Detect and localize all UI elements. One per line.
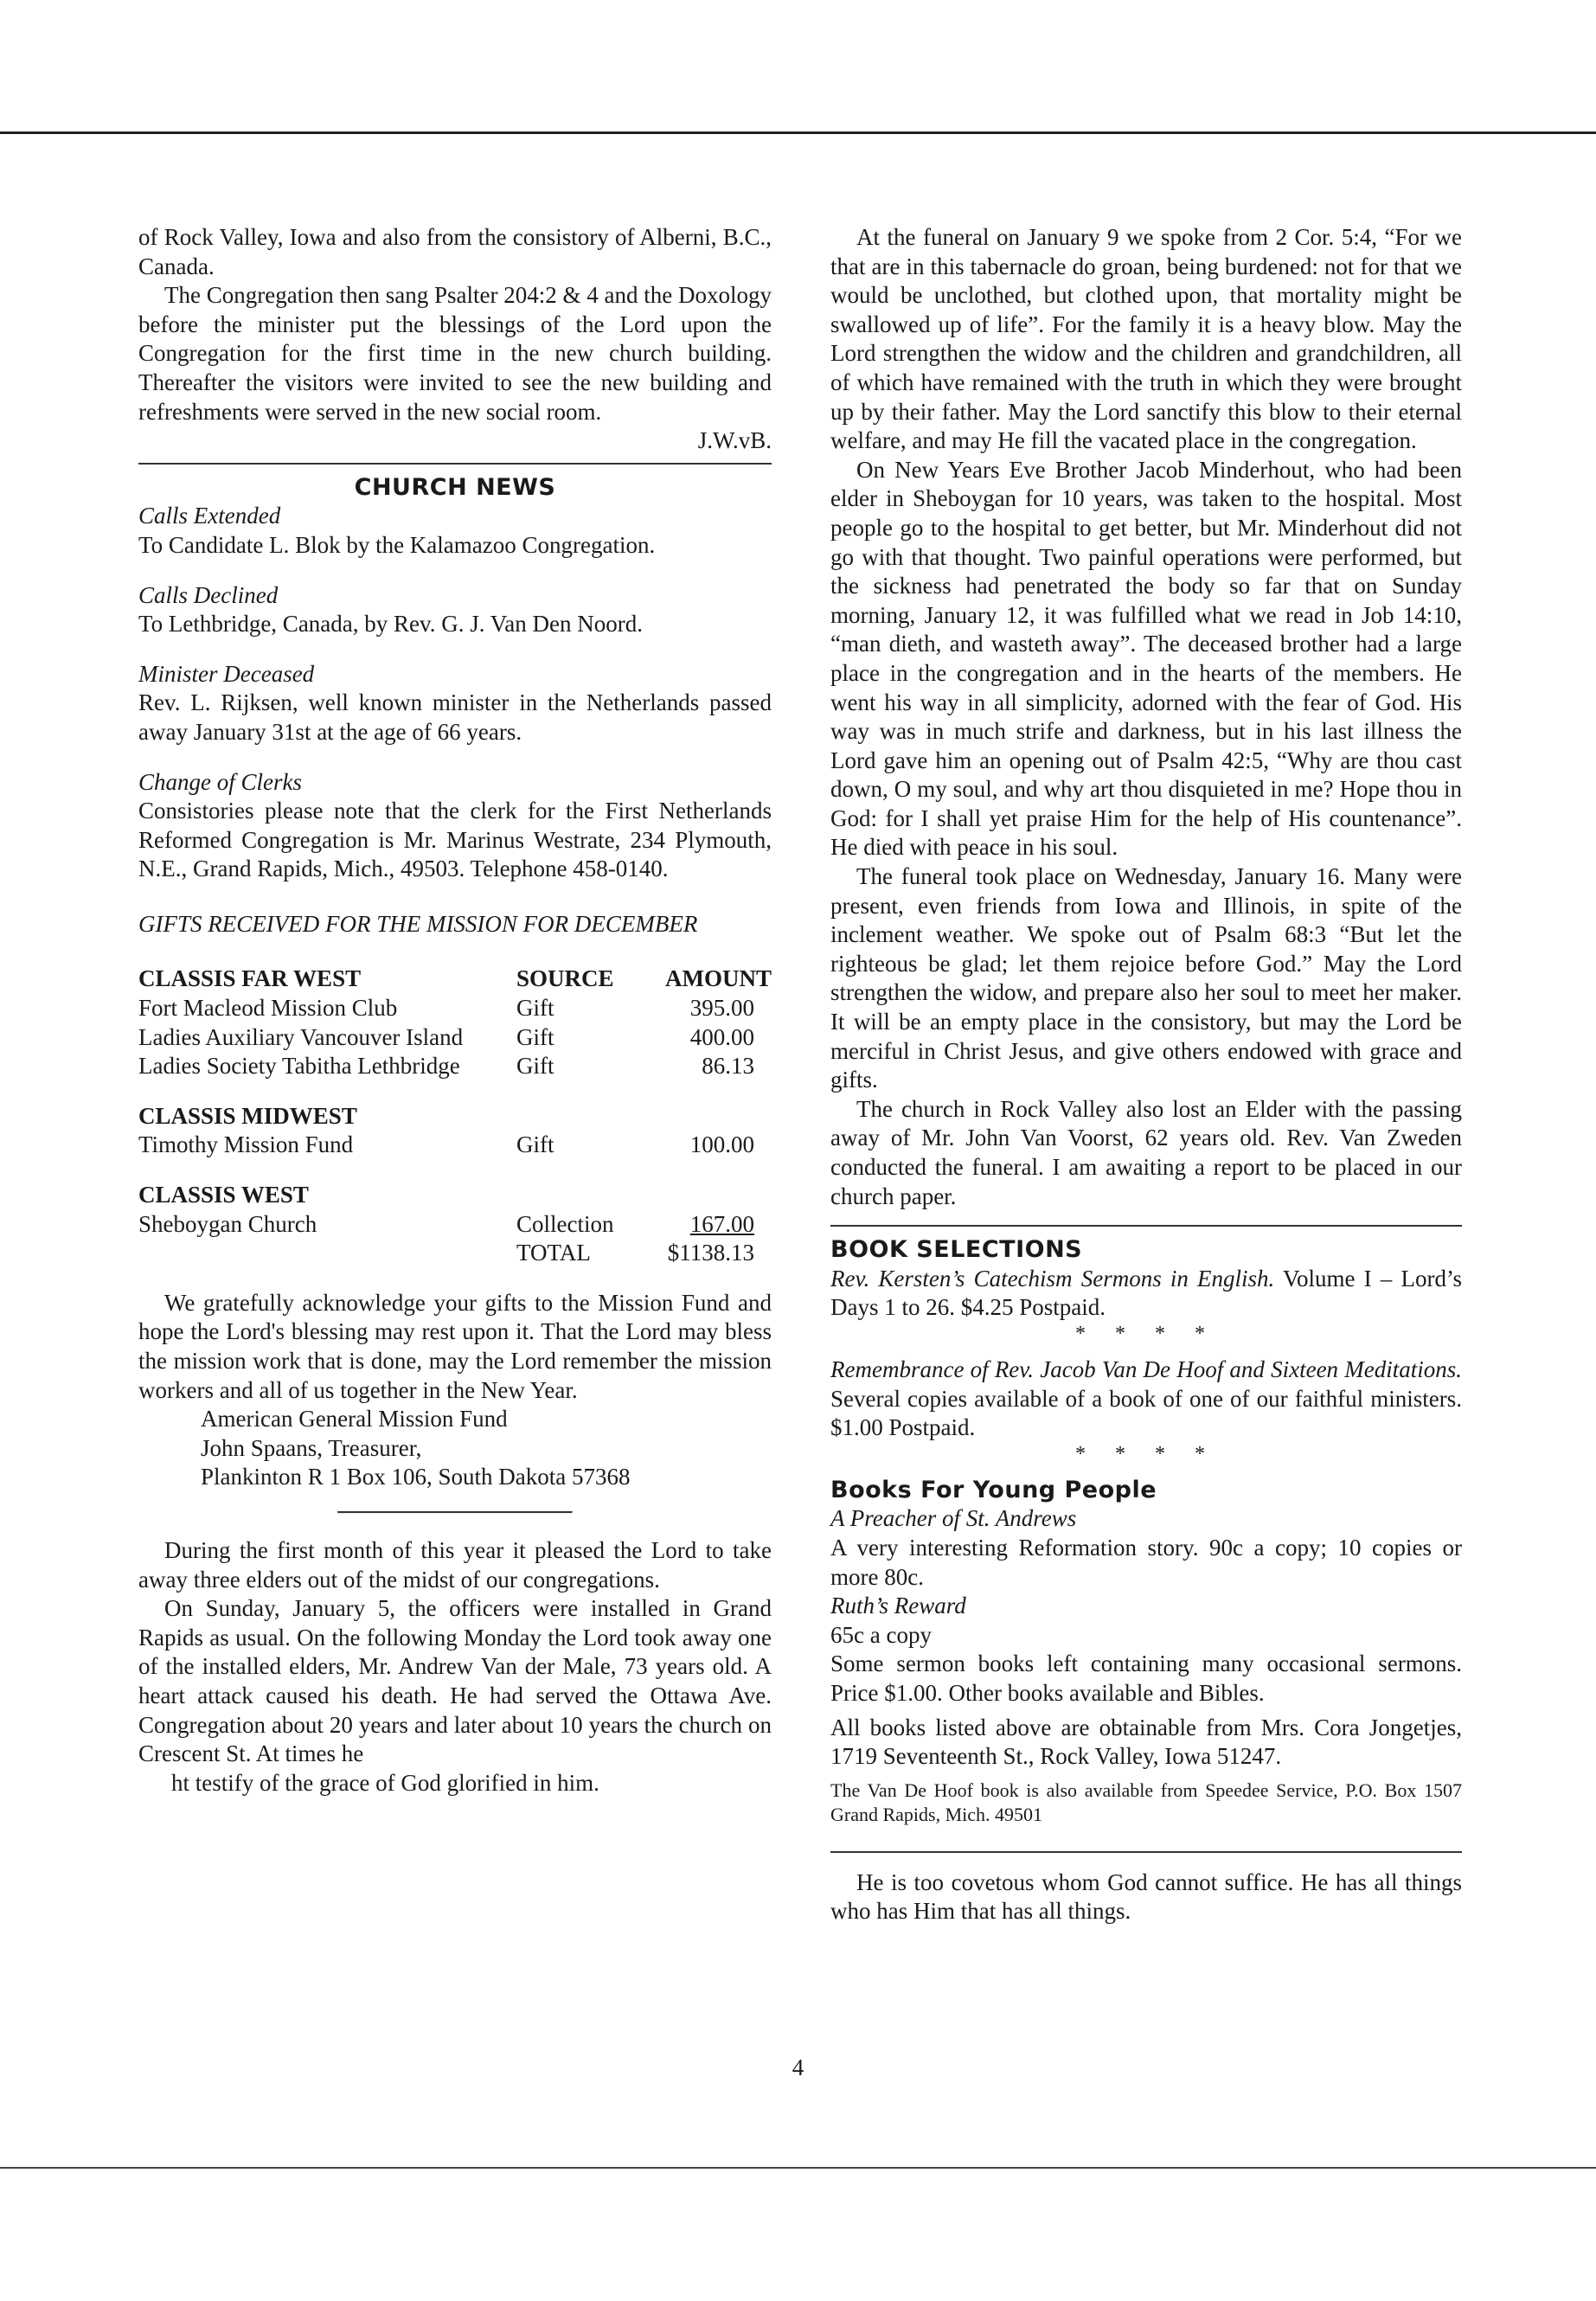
thanks-paragraph: We gratefully acknowledge your gifts to the Mission Fund and hope the Lord's blessing may rest upon it. That the Lord may bless the mission work that is done, may the Lord remember the mission workers and all of us together in the New Year. bbox=[138, 1289, 772, 1403]
table-row bbox=[138, 1052, 772, 1081]
intro-continuation: of Rock Valley, Iowa and also from the consistory of Alberni, B.C., Canada. bbox=[138, 224, 772, 279]
gifts-header-row bbox=[138, 965, 772, 994]
book-kersten bbox=[830, 1265, 1462, 1323]
header-amount: AMOUNT bbox=[665, 965, 772, 992]
section-divider bbox=[830, 1225, 1462, 1227]
page-number: 4 bbox=[792, 2054, 804, 2080]
closing-quote: He is too covetous whom God cannot suffice. He has all things who has Him that has all things. bbox=[830, 1868, 1462, 1925]
news-title-minister-deceased: Minister Deceased bbox=[138, 660, 315, 687]
church-news-heading: CHURCH NEWS bbox=[354, 473, 556, 501]
elders-paragraph-1: During the first month of this year it pleased the Lord to take away three elders out of the midst of our congregations. bbox=[138, 1536, 772, 1593]
young-book-1-text: A very interesting Reformation story. 90c a copy; 10 copies or more 80c. bbox=[830, 1534, 1462, 1590]
classis-west-heading: CLASSIS WEST bbox=[138, 1182, 309, 1208]
young-people-heading: Books For Young People bbox=[830, 1476, 1157, 1503]
classis-midwest-heading: CLASSIS MIDWEST bbox=[138, 1102, 357, 1129]
funeral-paragraph-2: On New Years Eve Brother Jacob Minderhout, who had been elder in Sheboygan for 10 years, was taken to the hospital. Most people go to the hospital to get better, but Mr. Minderhout did not go with that thought. Two painful operations were performed, but the sickness had penetrated the body so far that on Sunday morning, January 12, it was fulfilled what we read in Job 14:10, “man dieth, and wasteth away”. The deceased brother had a large place in the congregation and in the hearts of the members. He went his way in all simplicity, adorned with the fear of God. His way was in much strife and darkness, but in his last illness the Lord gave him an opening out of Psalm 42:5, “Why are thou cast down, O my soul, and why art thou disquieted in me? Hope thou in God: for I shall yet praise Him for the help of His countenance”. He died with peace in his soul. bbox=[830, 456, 1462, 861]
funeral-paragraph-4: The church in Rock Valley also lost an Elder with the passing away of Mr. John Van Voorst, 62 years old. Rev. Van Zweden conducted the funeral. I am awaiting a report to be placed in our church paper. bbox=[830, 1095, 1462, 1209]
book-van-de-hoof-title: Remembrance of Rev. Jacob Van De Hoof and Sixteen Meditations. bbox=[830, 1356, 1462, 1382]
table-row bbox=[138, 1023, 772, 1053]
news-text-minister-deceased: Rev. L. Rijksen, well known minister in the Netherlands passed away January 31st at the age of 66 years. bbox=[138, 689, 772, 745]
obtain-text: All books listed above are obtainable from Mrs. Cora Jongetjes, 1719 Seventeenth St., Rock Valley, Iowa 51247. bbox=[830, 1714, 1462, 1770]
elders-paragraph-2-last-line: ht testify of the grace of God glorified in him. bbox=[171, 1769, 599, 1796]
left-column bbox=[138, 223, 772, 1798]
signature-line-1: American General Mission Fund bbox=[201, 1406, 508, 1433]
news-title-change-of-clerks: Change of Clerks bbox=[138, 768, 302, 795]
classis-midwest-row bbox=[138, 1102, 772, 1131]
section-divider bbox=[138, 463, 772, 465]
right-column bbox=[830, 223, 1462, 1926]
stars-divider: * * * * bbox=[1075, 1442, 1217, 1465]
table-row bbox=[138, 994, 772, 1023]
gift-source: Gift bbox=[516, 1053, 554, 1080]
gift-name: Ladies Auxiliary Vancouver Island bbox=[138, 1023, 464, 1050]
gift-name: Timothy Mission Fund bbox=[138, 1131, 354, 1158]
total-amount: $1138.13 bbox=[667, 1240, 754, 1266]
intro-signature: J.W.vB. bbox=[697, 427, 772, 454]
news-text-change-of-clerks: Consistories please note that the clerk for the First Netherlands Reformed Congregation is Mr. Marinus Westrate, 234 Plymouth, N.E., Grand Rapids, Mich., 49503. Telephone 458-0140. bbox=[138, 798, 772, 882]
page-top-rule bbox=[0, 131, 1596, 134]
young-book-2-title: Ruth’s Reward bbox=[830, 1593, 966, 1619]
stars-divider: * * * * bbox=[1075, 1322, 1217, 1345]
book-selections-heading: BOOK SELECTIONS bbox=[830, 1236, 1083, 1264]
news-title-calls-declined: Calls Declined bbox=[138, 581, 279, 608]
news-text-calls-declined: To Lethbridge, Canada, by Rev. G. J. Van Den Noord. bbox=[138, 611, 643, 638]
classis-west-row bbox=[138, 1181, 772, 1210]
intro-paragraph: The Congregation then sang Psalter 204:2 & 4 and the Doxology before the minister put the blessings of the Lord upon the Congregation for the first time in the new church building. Thereafter the visitors were invited to see the new building and refreshments were served in the new social room. bbox=[138, 282, 772, 425]
funeral-paragraph-3: The funeral took place on Wednesday, January 16. Many were present, even friends from Iowa and Illinois, in spite of the inclement weather. We spoke out of Psalm 68:3 “But let the righteous be glad; let them rejoice before God.” May the Lord strengthen the widow, and prepare also her soul to meet her maker. It will be an empty place in the consistory, but may the Lord be merciful in Christ Jesus, and give others endowed with grace and gifts. bbox=[830, 863, 1462, 1093]
table-row bbox=[138, 1210, 772, 1240]
gift-source: Gift bbox=[516, 995, 554, 1022]
news-text-calls-extended: To Candidate L. Blok by the Kalamazoo Congregation. bbox=[138, 531, 656, 558]
gift-source: Gift bbox=[516, 1131, 554, 1158]
elders-paragraph-2: On Sunday, January 5, the officers were installed in Grand Rapids as usual. On the following Monday the Lord took away one of the installed elders, Mr. Andrew Van der Male, 73 years old. A heart attack caused his death. He had served the Ottawa Ave. Congregation about 20 years and later about 10 years the church on Crescent St. At times he bbox=[138, 1595, 772, 1767]
signature-line-2: John Spaans, Treasurer, bbox=[201, 1434, 422, 1461]
sermon-books-text: Some sermon books left containing many occasional sermons. Price $1.00. Other books available and Bibles. bbox=[830, 1650, 1462, 1706]
book-van-de-hoof-text: Several copies available of a book of one of our faithful ministers. $1.00 Postpaid. bbox=[830, 1385, 1462, 1441]
gift-name: Fort Macleod Mission Club bbox=[138, 995, 398, 1022]
short-divider bbox=[337, 1511, 573, 1514]
gift-source: Collection bbox=[516, 1210, 614, 1237]
young-book-2-text: 65c a copy bbox=[830, 1621, 932, 1648]
header-source: SOURCE bbox=[516, 965, 614, 992]
header-classis: CLASSIS FAR WEST bbox=[138, 965, 362, 992]
book-van-de-hoof bbox=[830, 1356, 1462, 1443]
gift-amount: 86.13 bbox=[702, 1053, 754, 1080]
gift-amount: 400.00 bbox=[689, 1023, 754, 1050]
gift-name: Sheboygan Church bbox=[138, 1210, 317, 1237]
book-kersten-text: Volume I – Lord’s Days 1 to 26. $4.25 Postpaid. bbox=[830, 1265, 1462, 1321]
gifts-table bbox=[138, 965, 772, 1267]
news-title-calls-extended: Calls Extended bbox=[138, 503, 281, 529]
gift-amount: 395.00 bbox=[689, 995, 754, 1022]
table-row bbox=[138, 1131, 772, 1160]
section-divider bbox=[830, 1851, 1462, 1853]
gift-source: Gift bbox=[516, 1023, 554, 1050]
total-row bbox=[138, 1239, 772, 1268]
signature-line-3: Plankinton R 1 Box 106, South Dakota 57368 bbox=[201, 1464, 631, 1490]
funeral-paragraph-1: At the funeral on January 9 we spoke from 2 Cor. 5:4, “For we that are in this tabernacle do groan, being burdened: not for that we would be unclothed, but clothed upon, that mortality might be swallowed up of life”. For the family it is a heavy blow. May the Lord strengthen the widow and the children and grandchildren, all of which have remained with the truth in which they were brought up by their father. May the Lord sanctify this blow to their eternal welfare, and may He fill the vacated place in the congregation. bbox=[830, 224, 1462, 454]
speedee-text: The Van De Hoof book is also available from Speedee Service, P.O. Box 1507 Grand Rapids, Mich. 49501 bbox=[830, 1779, 1462, 1825]
gift-amount: 100.00 bbox=[689, 1131, 754, 1158]
gifts-title: GIFTS RECEIVED FOR THE MISSION FOR DECEMBER bbox=[138, 910, 698, 937]
young-book-1-title: A Preacher of St. Andrews bbox=[830, 1505, 1077, 1532]
book-kersten-title: Rev. Kersten’s Catechism Sermons in English. bbox=[830, 1265, 1275, 1292]
total-label: TOTAL bbox=[516, 1240, 591, 1266]
gift-name: Ladies Society Tabitha Lethbridge bbox=[138, 1053, 460, 1080]
gift-amount: 167.00 bbox=[689, 1210, 754, 1237]
page-bottom-rule bbox=[0, 2167, 1596, 2169]
